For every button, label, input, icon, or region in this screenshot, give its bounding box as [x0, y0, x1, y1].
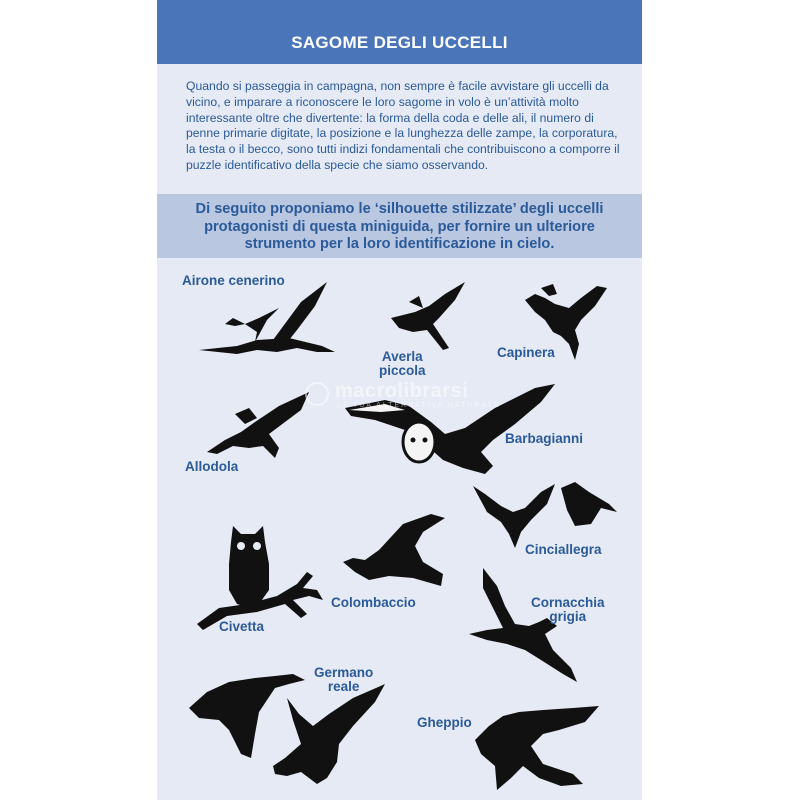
skylark-silhouette — [205, 392, 315, 462]
label-allodola: Allodola — [185, 459, 239, 474]
label-civetta: Civetta — [219, 619, 265, 634]
label-colombaccio: Colombaccio — [331, 595, 416, 610]
label-cinciallegra: Cinciallegra — [525, 542, 602, 557]
watermark-tagline: LA TUA ALTERNATIVA NATURALE — [337, 402, 501, 409]
label-capinera: Capinera — [497, 345, 555, 360]
page-title: SAGOME DEGLI UCCELLI — [291, 33, 508, 52]
hooded-crow-silhouette — [467, 568, 583, 688]
watermark-brand: macrolibrarsi — [335, 380, 469, 402]
page-header — [157, 0, 642, 64]
label-averla-piccola: Averla piccola — [379, 349, 426, 378]
label-airone-cenerino: Airone cenerino — [182, 273, 285, 288]
intro-banner — [157, 194, 642, 258]
label-barbagianni: Barbagianni — [505, 431, 584, 446]
macrolibrarsi-logo-icon — [305, 382, 329, 406]
banner-text: Di seguito proponiamo le ‘silhouette stilizzate’ degli uccelli protagonisti di questa miniguida, per fornire un ulteriore strumento per la loro identificazione in cielo. — [195, 201, 604, 252]
little-owl-silhouette — [197, 520, 327, 630]
label-gheppio: Gheppio — [417, 715, 472, 730]
label-germano-reale: Germano reale — [314, 665, 374, 694]
label-cornacchia-grigia: Cornacchia grigia — [531, 595, 605, 624]
heron-silhouette — [197, 280, 337, 370]
wood-pigeon-silhouette — [343, 510, 455, 592]
guide-page — [157, 0, 642, 800]
kestrel-silhouette — [473, 704, 603, 792]
intro-paragraph: Quando si passeggia in campagna, non sempre è facile avvistare gli uccelli da vicino, e imparare a riconoscere le loro sagome in volo è un’attività molto interessante oltre che divertente: la forma della coda e delle ali, il numero di penne primarie digitate, la posizione e la lunghezza delle zampe, la corporatura, la testa o il becco, sono tutti indizi fondamentali che contribuiscono a comporre il puzzle identificativo della specie che siamo osservando. — [186, 79, 620, 172]
shrike-silhouette — [389, 282, 469, 352]
